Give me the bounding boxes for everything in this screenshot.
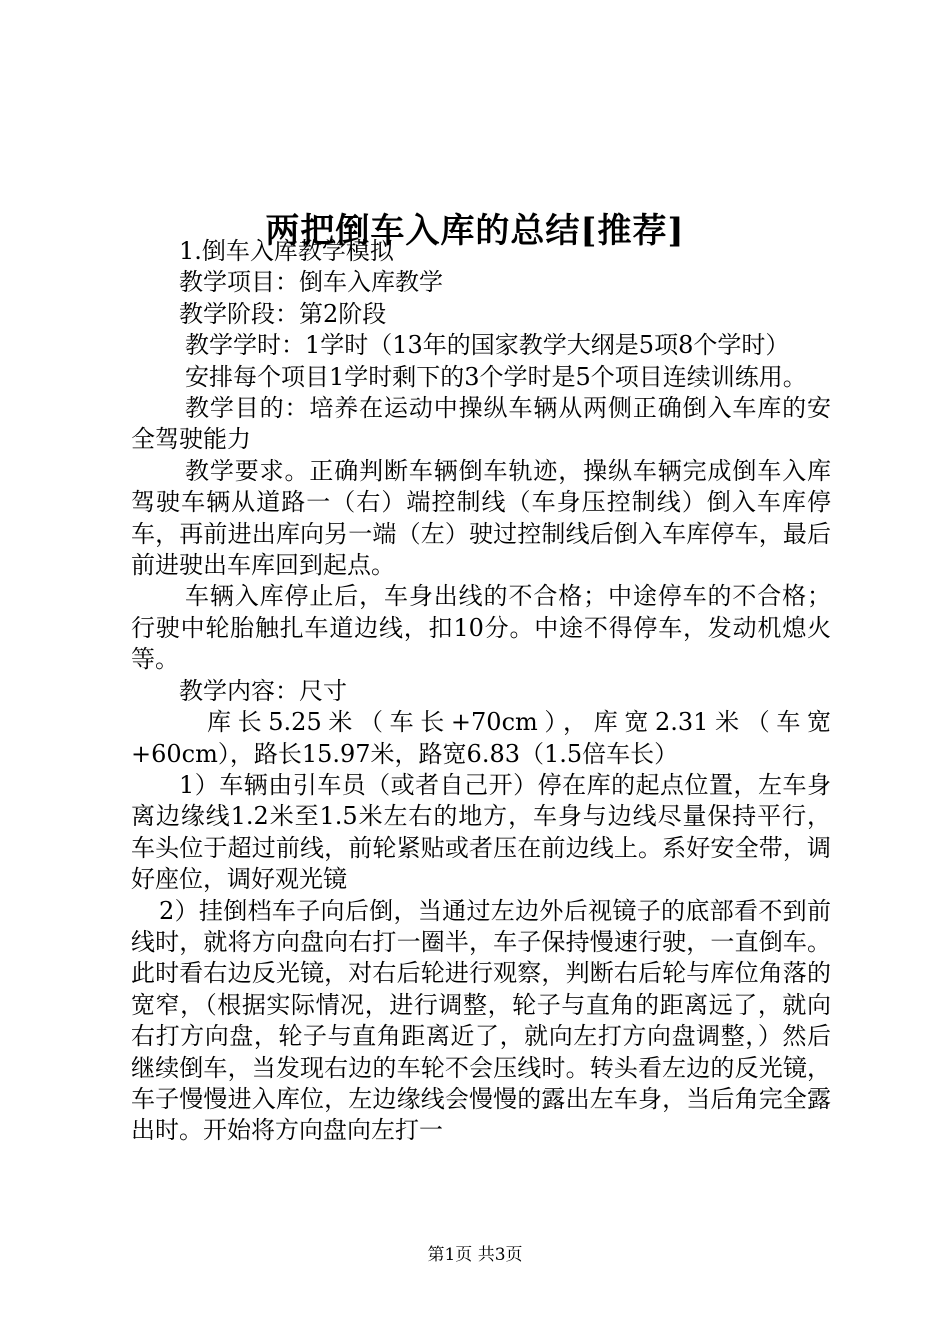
page-title: 两把倒车入库的总结[推荐] — [265, 210, 685, 251]
paragraph-heading: 1.倒车入库教学模拟 — [179, 237, 394, 265]
paragraph-teaching-project: 教学项目：倒车入库教学 — [179, 268, 443, 297]
paragraph-teaching-hours: 教学学时：1学时（13年的国家教学大纲是5项8个学时） — [185, 331, 790, 360]
paragraph-schedule: 安排每个项目1学时剩下的3个学时是5个项目连续训练用。 — [185, 362, 807, 391]
paragraph-failure-rules: 车辆入库停止后，车身出线的不合格；中途停车的不合格；行驶中轮胎触扎车道边线，扣10分。中途不得停车，发动机熄火等。 — [131, 582, 831, 674]
paragraph-step-2: 2）挂倒档车子向后倒，当通过左边外后视镜子的底部看不到前线时，就将方向盘向右打一圈半，车子保持慢速行驶，一直倒车。此时看右边反光镜，对右后轮进行观察，判断右后轮与库位角落的宽窄，（根据实际情况，进行调整，轮子与直角的距离远了，就向右打方向盘，轮子与直角距离近了，就向左打方向盘调整，）然后继续倒车，当发现右边的车轮不会压线时。转头看左边的反光镜，车子慢慢进入库位，左边缘线会慢慢的露出左车身，当后角完全露出时。开始将方向盘向左打一 — [131, 896, 831, 1145]
paragraph-teaching-content: 教学内容：尺寸 — [179, 676, 347, 705]
paragraph-dimensions: 库长5.25米（车长+70cm），库宽2.31米（车宽+60cm），路长15.97米，路宽6.83（1.5倍车长） — [131, 708, 831, 768]
paragraph-step-1: 1）车辆由引车员（或者自己开）停在库的起点位置，左车身离边缘线1.2米至1.5米左右的地方，车身与边线尽量保持平行，车头位于超过前线，前轮紧贴或者压在前边线上。系好安全带，调好座位，调好观光镜 — [131, 770, 831, 894]
page-footer: 第1页 共3页 — [427, 1245, 523, 1265]
paragraph-teaching-requirements: 教学要求。正确判断车辆倒车轨迹，操纵车辆完成倒车入库驾驶车辆从道路一（右）端控制线（车身压控制线）倒入车库停车，再前进出库向另一端（左）驶过控制线后倒入车库停车，最后前进驶出车库回到起点。 — [131, 456, 831, 580]
document-body — [131, 236, 831, 1147]
paragraph-teaching-goal: 教学目的：培养在运动中操纵车辆从两侧正确倒入车库的安全驾驶能力 — [131, 394, 831, 454]
paragraph-teaching-stage: 教学阶段：第2阶段 — [179, 299, 387, 328]
